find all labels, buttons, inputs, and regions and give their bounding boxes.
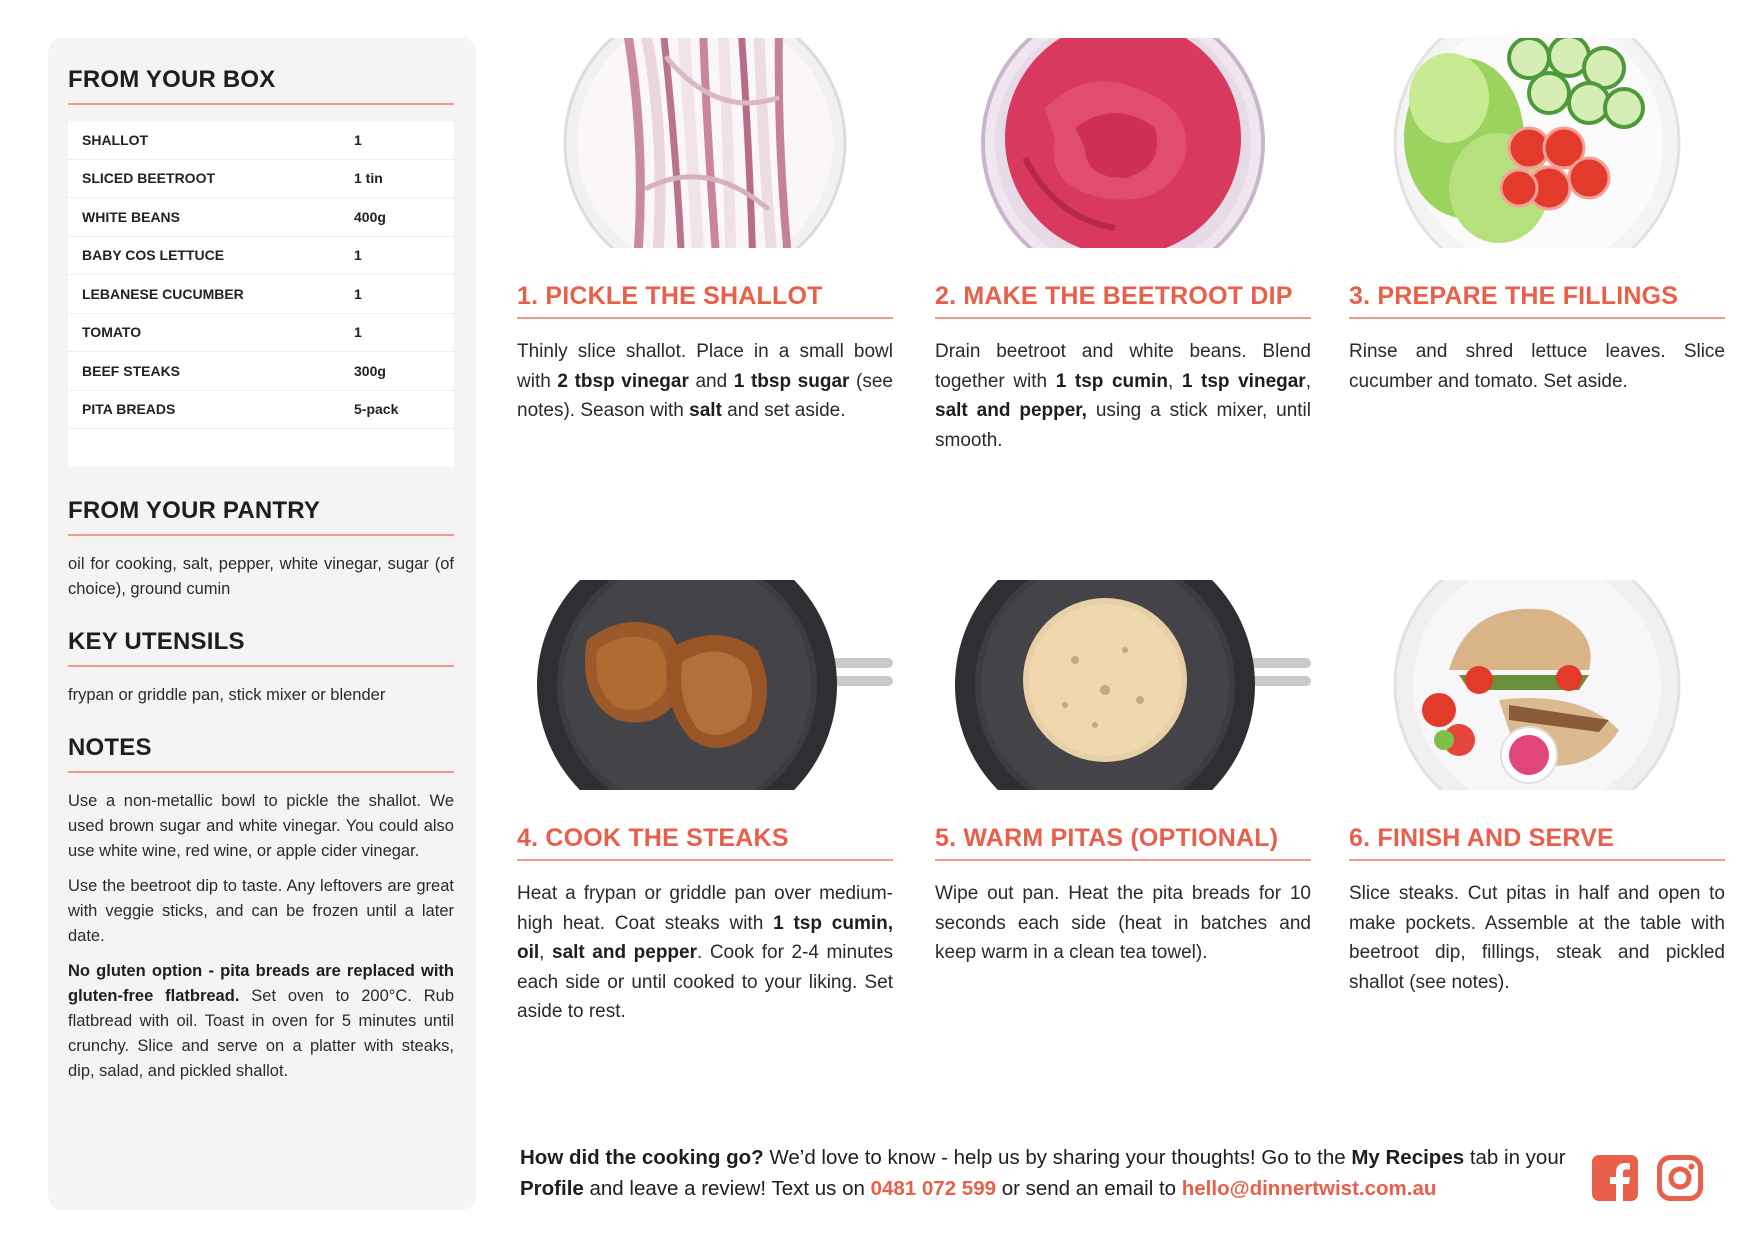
step-6-title: 6. FINISH AND SERVE bbox=[1349, 824, 1725, 861]
ingredient-qty: 5-pack bbox=[354, 401, 399, 418]
table-row bbox=[68, 121, 454, 160]
feedback-text: and leave a review! Text us on bbox=[583, 1177, 871, 1200]
ingredient-name: WHITE BEANS bbox=[82, 208, 180, 225]
step-text-run: (see notes). Season with bbox=[517, 370, 893, 421]
filled-pitas-plate-image bbox=[1349, 580, 1725, 790]
step-1-photo bbox=[517, 38, 893, 248]
table-row bbox=[68, 198, 454, 237]
table-row bbox=[68, 160, 454, 199]
step-text-run: Slice steaks. Cut pitas in half and open to make pockets. Assemble at the table with beetroot dip, fillings, steak and pickled shallot (see notes). bbox=[1349, 883, 1725, 993]
step-4 bbox=[517, 580, 893, 1027]
ingredient-qty: 1 bbox=[354, 131, 362, 148]
pita-in-pan-image bbox=[935, 580, 1311, 790]
step-text-run: Thinly slice shallot. Place in a small bowl with bbox=[517, 341, 893, 392]
facebook-icon[interactable] bbox=[1592, 1155, 1638, 1201]
step-1-title: 1. PICKLE THE SHALLOT bbox=[517, 282, 893, 319]
step-text-bold: salt bbox=[689, 400, 722, 421]
step-text-bold: 2 tbsp vinegar bbox=[557, 370, 689, 392]
step-2 bbox=[935, 38, 1311, 455]
table-row bbox=[68, 391, 454, 430]
step-text-bold: 1 tsp cumin, oil bbox=[517, 912, 893, 963]
step-5 bbox=[935, 580, 1311, 968]
lettuce-cucumber-tomato-plate-image bbox=[1349, 38, 1725, 248]
phone-link[interactable]: 0481 072 599 bbox=[870, 1177, 996, 1200]
my-recipes-label: My Recipes bbox=[1351, 1146, 1465, 1169]
profile-label: Profile bbox=[520, 1177, 584, 1200]
utensils-text: frypan or griddle pan, stick mixer or blender bbox=[68, 686, 386, 704]
ingredient-name: LEBANESE CUCUMBER bbox=[82, 285, 244, 302]
ingredient-qty: 400g bbox=[354, 208, 386, 225]
table-row bbox=[68, 314, 454, 353]
ingredient-name: PITA BREADS bbox=[82, 401, 176, 418]
instagram-icon[interactable] bbox=[1657, 1155, 1703, 1201]
ingredient-name: BEEF STEAKS bbox=[82, 362, 181, 379]
feedback-question: How did the cooking go? bbox=[520, 1146, 764, 1169]
feedback-text: tab in your bbox=[1464, 1146, 1566, 1169]
step-6 bbox=[1349, 580, 1725, 997]
ingredient-qty: 1 bbox=[354, 285, 362, 302]
step-1-text bbox=[517, 337, 893, 426]
step-text-run: , bbox=[1305, 370, 1311, 392]
step-text-bold: salt and pepper, bbox=[935, 400, 1087, 421]
step-3 bbox=[1349, 38, 1725, 396]
ingredient-name: SHALLOT bbox=[82, 131, 149, 148]
table-row bbox=[68, 237, 454, 276]
utensils-heading: KEY UTENSILS bbox=[68, 628, 454, 667]
step-text-bold: 1 tsp cumin bbox=[1055, 370, 1168, 392]
step-5-text bbox=[935, 879, 1311, 968]
step-6-text bbox=[1349, 879, 1725, 997]
feedback-text: We’d love to know - help us by sharing your thoughts! Go to the bbox=[763, 1146, 1352, 1169]
step-4-photo bbox=[517, 580, 893, 790]
sliced-shallot-bowl-image bbox=[517, 38, 893, 248]
step-3-title: 3. PREPARE THE FILLINGS bbox=[1349, 282, 1725, 319]
ingredient-name: TOMATO bbox=[82, 324, 142, 341]
step-text-run: Rinse and shred lettuce leaves. Slice cucumber and tomato. Set aside. bbox=[1349, 341, 1725, 392]
ingredient-qty: 1 tin bbox=[354, 170, 383, 187]
step-text-bold: salt and pepper bbox=[552, 942, 697, 963]
step-text-run: Heat a frypan or griddle pan over medium-high heat. Coat steaks with bbox=[517, 883, 893, 934]
step-4-title: 4. COOK THE STEAKS bbox=[517, 824, 893, 861]
ingredient-name: BABY COS LETTUCE bbox=[82, 247, 225, 264]
step-2-title: 2. MAKE THE BEETROOT DIP bbox=[935, 282, 1311, 319]
step-text-bold: 1 tbsp sugar bbox=[733, 370, 850, 392]
pantry-text: oil for cooking, salt, pepper, white vinegar, sugar (of choice), ground cumin bbox=[68, 555, 454, 598]
ingredients-panel bbox=[48, 38, 476, 1210]
step-2-photo bbox=[935, 38, 1311, 248]
step-text-bold: 1 tsp vinegar bbox=[1181, 370, 1306, 392]
step-text-run: using a stick mixer, until smooth. bbox=[935, 400, 1311, 451]
pantry-heading: FROM YOUR PANTRY bbox=[68, 497, 454, 536]
ingredient-qty: 1 bbox=[354, 247, 362, 264]
step-text-run: . Cook for 2-4 minutes each side or until cooked to your liking. Set aside to rest. bbox=[517, 942, 894, 1022]
box-ingredients-table bbox=[68, 121, 454, 467]
notes-section bbox=[68, 734, 454, 1084]
ingredient-qty: 1 bbox=[354, 324, 362, 341]
note-paragraph: Use the beetroot dip to taste. Any leftovers are great with veggie sticks, and can be frozen until a later date. bbox=[68, 877, 454, 945]
note-paragraph bbox=[68, 959, 454, 1084]
step-2-text bbox=[935, 337, 1311, 455]
feedback-footer bbox=[520, 1142, 1580, 1204]
steaks-in-pan-image bbox=[517, 580, 893, 790]
pantry-section bbox=[68, 497, 454, 602]
beetroot-dip-bowl-image bbox=[935, 38, 1311, 248]
note-text: Set oven to 200°C. Rub flatbread with oil. Toast in oven for 5 minutes until crunchy. Slice and serve on a platter with steaks, dip, salad, and pickled shallot. bbox=[68, 987, 455, 1080]
step-1 bbox=[517, 38, 893, 426]
notes-heading: NOTES bbox=[68, 734, 454, 773]
step-5-title: 5. WARM PITAS (OPTIONAL) bbox=[935, 824, 1311, 861]
ingredient-name: SLICED BEETROOT bbox=[82, 170, 216, 187]
note-bold: No gluten option - pita breads are replaced with gluten-free flatbread. bbox=[68, 962, 454, 1005]
step-text-run: , bbox=[539, 942, 553, 963]
table-row bbox=[68, 275, 454, 314]
box-heading: FROM YOUR BOX bbox=[68, 66, 454, 105]
step-4-text bbox=[517, 879, 893, 1027]
email-link[interactable]: hello@dinnertwist.com.au bbox=[1181, 1177, 1437, 1200]
utensils-section bbox=[68, 628, 454, 708]
ingredient-qty: 300g bbox=[354, 362, 386, 379]
step-3-text bbox=[1349, 337, 1725, 396]
step-text-run: and set aside. bbox=[721, 400, 846, 421]
table-row bbox=[68, 352, 454, 391]
step-text-run: Wipe out pan. Heat the pita breads for 10 seconds each side (heat in batches and keep warm in a clean tea towel). bbox=[935, 883, 1311, 963]
note-paragraph: Use a non-metallic bowl to pickle the shallot. We used brown sugar and white vinegar. You could also use white wine, red wine, or apple cider vinegar. bbox=[68, 792, 454, 860]
step-6-photo bbox=[1349, 580, 1725, 790]
step-text-run: Drain beetroot and white beans. Blend together with bbox=[935, 341, 1311, 392]
step-3-photo bbox=[1349, 38, 1725, 248]
step-text-run: , bbox=[1167, 370, 1182, 392]
step-5-photo bbox=[935, 580, 1311, 790]
step-text-run: and bbox=[688, 370, 734, 392]
feedback-text: or send an email to bbox=[996, 1177, 1182, 1200]
